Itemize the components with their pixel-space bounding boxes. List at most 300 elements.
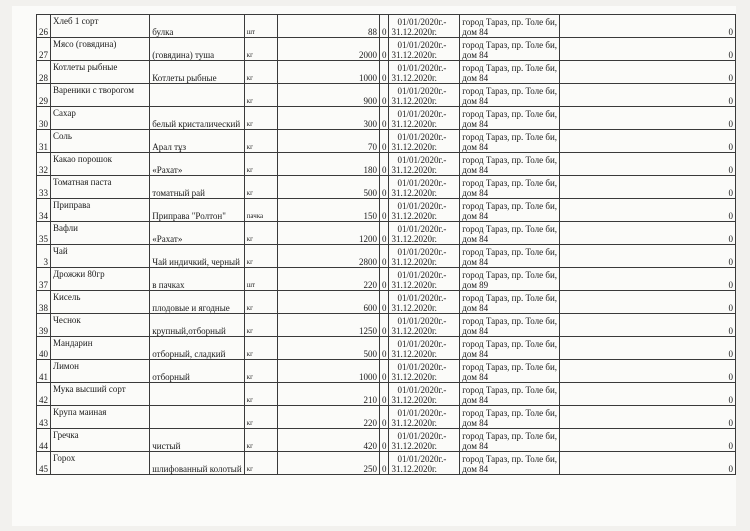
quantity (278, 337, 380, 360)
delivery-period-text: 31.12.2020г. (391, 280, 437, 290)
unit-of-measure (244, 61, 278, 84)
unit-of-measure (244, 429, 278, 452)
product-name (51, 268, 150, 291)
quantity (278, 268, 380, 291)
delivery-period (389, 314, 460, 337)
last-value (560, 406, 736, 429)
row-number (37, 337, 51, 360)
unit-of-measure-text: кг (246, 373, 253, 381)
product-name-text: Какао порошок (53, 154, 112, 164)
last-value-text: 0 (728, 27, 733, 37)
delivery-address (460, 107, 560, 130)
delivery-period-text: 01/01/2020г.- (397, 155, 447, 165)
delivery-address-text: дом 84 (462, 395, 489, 405)
unit-of-measure-text: кг (246, 304, 253, 312)
row-number-text: 32 (39, 165, 48, 175)
delivery-address-text: город Тараз, пр. Толе би, (462, 293, 558, 303)
zero-value (379, 360, 389, 383)
product-name (51, 360, 150, 383)
last-value-text: 0 (728, 234, 733, 244)
delivery-address (460, 291, 560, 314)
delivery-period-text: 31.12.2020г. (391, 395, 437, 405)
zero-value (379, 38, 389, 61)
delivery-period (389, 291, 460, 314)
product-name-text: Чай (53, 246, 68, 256)
delivery-address-text: дом 84 (462, 165, 489, 175)
unit-of-measure (244, 38, 278, 61)
unit-of-measure-text: кг (246, 97, 253, 105)
last-value (560, 199, 736, 222)
last-value (560, 291, 736, 314)
product-description (150, 268, 244, 291)
delivery-period-text: 01/01/2020г.- (397, 40, 447, 50)
zero-value-text: 0 (381, 395, 387, 405)
last-value (560, 268, 736, 291)
zero-value (379, 15, 389, 38)
product-description (150, 199, 244, 222)
delivery-address-text: дом 84 (462, 464, 489, 474)
quantity (278, 61, 380, 84)
quantity-text: 180 (363, 165, 377, 175)
delivery-period-text: 01/01/2020г.- (397, 385, 447, 395)
product-description (150, 130, 244, 153)
last-value (560, 245, 736, 268)
delivery-address-text: дом 84 (462, 96, 489, 106)
delivery-period-text: 31.12.2020г. (391, 349, 437, 359)
product-description (150, 176, 244, 199)
delivery-period-text: 31.12.2020г. (391, 234, 437, 244)
product-name (51, 199, 150, 222)
unit-of-measure-text: кг (246, 442, 253, 450)
row-number-text: 26 (39, 27, 48, 37)
last-value (560, 452, 736, 475)
last-value (560, 360, 736, 383)
quantity (278, 84, 380, 107)
quantity-text: 500 (363, 349, 377, 359)
zero-value (379, 429, 389, 452)
delivery-period-text: 01/01/2020г.- (397, 293, 447, 303)
last-value-text: 0 (728, 303, 733, 313)
quantity-text: 220 (363, 418, 377, 428)
unit-of-measure-text: кг (246, 235, 253, 243)
quantity (278, 429, 380, 452)
last-value-text: 0 (728, 441, 733, 451)
unit-of-measure-text: кг (246, 419, 253, 427)
row-number-text: 3 (43, 257, 48, 267)
delivery-address (460, 245, 560, 268)
last-value-text: 0 (728, 372, 733, 382)
delivery-period-text: 31.12.2020г. (391, 142, 437, 152)
last-value-text: 0 (728, 349, 733, 359)
zero-value-text: 0 (381, 441, 387, 451)
delivery-address-text: город Тараз, пр. Толе би, (462, 40, 558, 50)
delivery-address-text: дом 84 (462, 234, 489, 244)
delivery-address (460, 130, 560, 153)
table-row (37, 291, 736, 314)
row-number (37, 429, 51, 452)
row-number (37, 452, 51, 475)
quantity-text: 1250 (358, 326, 377, 336)
zero-value (379, 268, 389, 291)
delivery-period (389, 130, 460, 153)
last-value (560, 153, 736, 176)
quantity-text: 1000 (358, 73, 377, 83)
zero-value (379, 84, 389, 107)
unit-of-measure (244, 406, 278, 429)
document-sheet (12, 6, 736, 526)
zero-value-text: 0 (381, 372, 387, 382)
delivery-address (460, 383, 560, 406)
quantity (278, 245, 380, 268)
delivery-period (389, 337, 460, 360)
delivery-address (460, 268, 560, 291)
product-description (150, 245, 244, 268)
zero-value-text: 0 (381, 188, 387, 198)
delivery-address (460, 38, 560, 61)
product-name (51, 406, 150, 429)
row-number-text: 44 (39, 441, 48, 451)
product-name-text: Гречка (53, 430, 79, 440)
delivery-period (389, 360, 460, 383)
zero-value (379, 314, 389, 337)
delivery-address-text: город Тараз, пр. Толе би, (462, 316, 558, 326)
delivery-period (389, 38, 460, 61)
delivery-address-text: город Тараз, пр. Толе би, (462, 362, 558, 372)
quantity (278, 406, 380, 429)
quantity-text: 88 (367, 27, 377, 37)
delivery-period (389, 383, 460, 406)
row-number-text: 35 (39, 234, 48, 244)
quantity (278, 199, 380, 222)
product-name (51, 61, 150, 84)
quantity (278, 314, 380, 337)
last-value (560, 429, 736, 452)
quantity (278, 107, 380, 130)
last-value-text: 0 (728, 73, 733, 83)
unit-of-measure-text: кг (246, 143, 253, 151)
unit-of-measure (244, 222, 278, 245)
last-value-text: 0 (728, 142, 733, 152)
unit-of-measure (244, 84, 278, 107)
unit-of-measure-text: кг (246, 327, 253, 335)
product-name (51, 84, 150, 107)
table-row (37, 107, 736, 130)
delivery-period-text: 01/01/2020г.- (397, 408, 447, 418)
product-name (51, 383, 150, 406)
product-name-text: Приправа (53, 200, 91, 210)
zero-value-text: 0 (381, 464, 387, 474)
unit-of-measure (244, 383, 278, 406)
row-number (37, 314, 51, 337)
product-name-text: Котлеты рыбные (53, 62, 118, 72)
quantity (278, 360, 380, 383)
delivery-address (460, 314, 560, 337)
delivery-address (460, 176, 560, 199)
unit-of-measure (244, 107, 278, 130)
last-value-text: 0 (728, 165, 733, 175)
unit-of-measure-text: кг (246, 465, 253, 473)
zero-value (379, 176, 389, 199)
delivery-address-text: город Тараз, пр. Толе би, (462, 339, 558, 349)
product-description-text: Чай индичкий, черный (152, 257, 240, 267)
delivery-period (389, 15, 460, 38)
last-value-text: 0 (728, 464, 733, 474)
zero-value-text: 0 (381, 303, 387, 313)
last-value-text: 0 (728, 188, 733, 198)
quantity-text: 900 (363, 96, 377, 106)
unit-of-measure-text: пачка (246, 212, 264, 220)
unit-of-measure (244, 199, 278, 222)
delivery-address-text: город Тараз, пр. Толе би, (462, 408, 558, 418)
delivery-address-text: дом 84 (462, 188, 489, 198)
unit-of-measure-text: кг (246, 350, 253, 358)
table-row (37, 337, 736, 360)
delivery-address (460, 222, 560, 245)
delivery-period-text: 31.12.2020г. (391, 188, 437, 198)
row-number (37, 61, 51, 84)
delivery-period-text: 31.12.2020г. (391, 441, 437, 451)
product-description-text: Котлеты рыбные (152, 73, 217, 83)
delivery-period-text: 01/01/2020г.- (397, 109, 447, 119)
delivery-period (389, 268, 460, 291)
unit-of-measure (244, 360, 278, 383)
product-description (150, 153, 244, 176)
zero-value (379, 107, 389, 130)
row-number (37, 107, 51, 130)
delivery-period-text: 31.12.2020г. (391, 211, 437, 221)
table-row (37, 406, 736, 429)
product-description (150, 38, 244, 61)
quantity (278, 38, 380, 61)
delivery-period (389, 222, 460, 245)
unit-of-measure (244, 291, 278, 314)
delivery-period (389, 452, 460, 475)
zero-value-text: 0 (381, 96, 387, 106)
delivery-address-text: город Тараз, пр. Толе би, (462, 86, 558, 96)
delivery-address-text: город Тараз, пр. Толе би, (462, 247, 558, 257)
product-name-text: Вареники с творогом (53, 85, 134, 95)
product-name (51, 314, 150, 337)
delivery-period-text: 31.12.2020г. (391, 50, 437, 60)
product-description (150, 429, 244, 452)
unit-of-measure (244, 15, 278, 38)
last-value (560, 107, 736, 130)
delivery-address (460, 61, 560, 84)
last-value (560, 61, 736, 84)
delivery-period-text: 01/01/2020г.- (397, 201, 447, 211)
product-description (150, 383, 244, 406)
last-value-text: 0 (728, 50, 733, 60)
delivery-address-text: дом 84 (462, 418, 489, 428)
quantity (278, 291, 380, 314)
quantity-text: 1000 (358, 372, 377, 382)
row-number-text: 42 (39, 395, 48, 405)
unit-of-measure-text: кг (246, 396, 253, 404)
product-name-text: Мандарин (53, 338, 93, 348)
unit-of-measure (244, 130, 278, 153)
row-number (37, 268, 51, 291)
last-value (560, 314, 736, 337)
row-number (37, 153, 51, 176)
delivery-address-text: дом 84 (462, 303, 489, 313)
delivery-address (460, 153, 560, 176)
product-description-text: чистый (152, 441, 181, 451)
delivery-period-text: 31.12.2020г. (391, 326, 437, 336)
delivery-address-text: город Тараз, пр. Толе би, (462, 224, 558, 234)
product-description-text: «Рахат» (152, 165, 183, 175)
delivery-period (389, 199, 460, 222)
quantity-text: 300 (363, 119, 377, 129)
last-value (560, 337, 736, 360)
row-number (37, 199, 51, 222)
unit-of-measure-text: кг (246, 120, 253, 128)
product-name (51, 130, 150, 153)
product-name-text: Крупа маиная (53, 407, 107, 417)
delivery-period-text: 01/01/2020г.- (397, 454, 447, 464)
row-number (37, 38, 51, 61)
zero-value-text: 0 (381, 73, 387, 83)
table-row (37, 61, 736, 84)
row-number (37, 222, 51, 245)
zero-value (379, 452, 389, 475)
last-value (560, 84, 736, 107)
quantity-text: 70 (367, 142, 377, 152)
last-value-text: 0 (728, 395, 733, 405)
delivery-address-text: дом 84 (462, 441, 489, 451)
product-description (150, 61, 244, 84)
delivery-period (389, 61, 460, 84)
delivery-period-text: 01/01/2020г.- (397, 247, 447, 257)
zero-value-text: 0 (381, 211, 387, 221)
product-description (150, 452, 244, 475)
delivery-address-text: город Тараз, пр. Толе би, (462, 178, 558, 188)
zero-value-text: 0 (381, 280, 387, 290)
delivery-address-text: город Тараз, пр. Толе би, (462, 132, 558, 142)
delivery-address-text: город Тараз, пр. Толе би, (462, 63, 558, 73)
product-name-text: Сахар (53, 108, 76, 118)
zero-value (379, 383, 389, 406)
unit-of-measure-text: кг (246, 51, 253, 59)
unit-of-measure-text: кг (246, 166, 253, 174)
delivery-address-text: дом 84 (462, 372, 489, 382)
product-description (150, 314, 244, 337)
unit-of-measure (244, 153, 278, 176)
delivery-address (460, 429, 560, 452)
unit-of-measure (244, 314, 278, 337)
delivery-period-text: 31.12.2020г. (391, 96, 437, 106)
last-value (560, 38, 736, 61)
row-number (37, 15, 51, 38)
row-number-text: 29 (39, 96, 48, 106)
zero-value-text: 0 (381, 234, 387, 244)
delivery-address (460, 15, 560, 38)
product-name (51, 429, 150, 452)
product-description-text: булка (152, 27, 174, 37)
zero-value (379, 406, 389, 429)
unit-of-measure (244, 245, 278, 268)
zero-value (379, 199, 389, 222)
unit-of-measure (244, 337, 278, 360)
delivery-period-text: 31.12.2020г. (391, 165, 437, 175)
quantity-text: 420 (363, 441, 377, 451)
delivery-period-text: 01/01/2020г.- (397, 132, 447, 142)
zero-value (379, 153, 389, 176)
product-description-text: «Рахат» (152, 234, 183, 244)
product-name-text: Дрожжи 80гр (53, 269, 105, 279)
row-number (37, 383, 51, 406)
delivery-address-text: город Тараз, пр. Толе би, (462, 201, 558, 211)
quantity-text: 2000 (358, 50, 377, 60)
delivery-address-text: дом 84 (462, 349, 489, 359)
unit-of-measure (244, 176, 278, 199)
delivery-period (389, 406, 460, 429)
delivery-address (460, 406, 560, 429)
delivery-address-text: город Тараз, пр. Толе би, (462, 155, 558, 165)
row-number-text: 34 (39, 211, 48, 221)
product-description-text: белый кристалический (152, 119, 241, 129)
row-number-text: 31 (39, 142, 48, 152)
row-number (37, 360, 51, 383)
delivery-period (389, 429, 460, 452)
row-number-text: 45 (39, 464, 48, 474)
product-description-text: Приправа "Ролтон" (152, 211, 226, 221)
delivery-address-text: город Тараз, пр. Толе би, (462, 431, 558, 441)
product-name-text: Томатная паста (53, 177, 112, 187)
table-row (37, 15, 736, 38)
table-row (37, 38, 736, 61)
delivery-address-text: дом 89 (462, 280, 489, 290)
product-description (150, 337, 244, 360)
quantity (278, 153, 380, 176)
delivery-address-text: дом 84 (462, 142, 489, 152)
table-row (37, 314, 736, 337)
product-name (51, 176, 150, 199)
last-value-text: 0 (728, 96, 733, 106)
delivery-address-text: дом 84 (462, 119, 489, 129)
quantity-text: 500 (363, 188, 377, 198)
quantity (278, 130, 380, 153)
zero-value-text: 0 (381, 165, 387, 175)
last-value (560, 130, 736, 153)
quantity-text: 250 (363, 464, 377, 474)
product-name (51, 291, 150, 314)
delivery-period-text: 31.12.2020г. (391, 27, 437, 37)
product-name (51, 15, 150, 38)
delivery-period-text: 31.12.2020г. (391, 418, 437, 428)
delivery-address-text: дом 84 (462, 73, 489, 83)
delivery-address-text: город Тараз, пр. Толе би, (462, 454, 558, 464)
quantity-text: 220 (363, 280, 377, 290)
row-number-text: 28 (39, 73, 48, 83)
last-value (560, 15, 736, 38)
product-name-text: Мука высший сорт (53, 384, 126, 394)
delivery-address-text: город Тараз, пр. Толе би, (462, 385, 558, 395)
delivery-address (460, 84, 560, 107)
table-row (37, 383, 736, 406)
product-description-text: в пачках (152, 280, 185, 290)
product-description (150, 406, 244, 429)
product-name (51, 38, 150, 61)
delivery-period-text: 31.12.2020г. (391, 257, 437, 267)
table-row (37, 153, 736, 176)
delivery-address-text: город Тараз, пр. Толе би, (462, 270, 558, 280)
row-number (37, 245, 51, 268)
quantity-text: 600 (363, 303, 377, 313)
unit-of-measure-text: кг (246, 74, 253, 82)
delivery-period-text: 31.12.2020г. (391, 119, 437, 129)
delivery-period-text: 01/01/2020г.- (397, 17, 447, 27)
product-description-text: шлифованный колотый (152, 464, 242, 474)
